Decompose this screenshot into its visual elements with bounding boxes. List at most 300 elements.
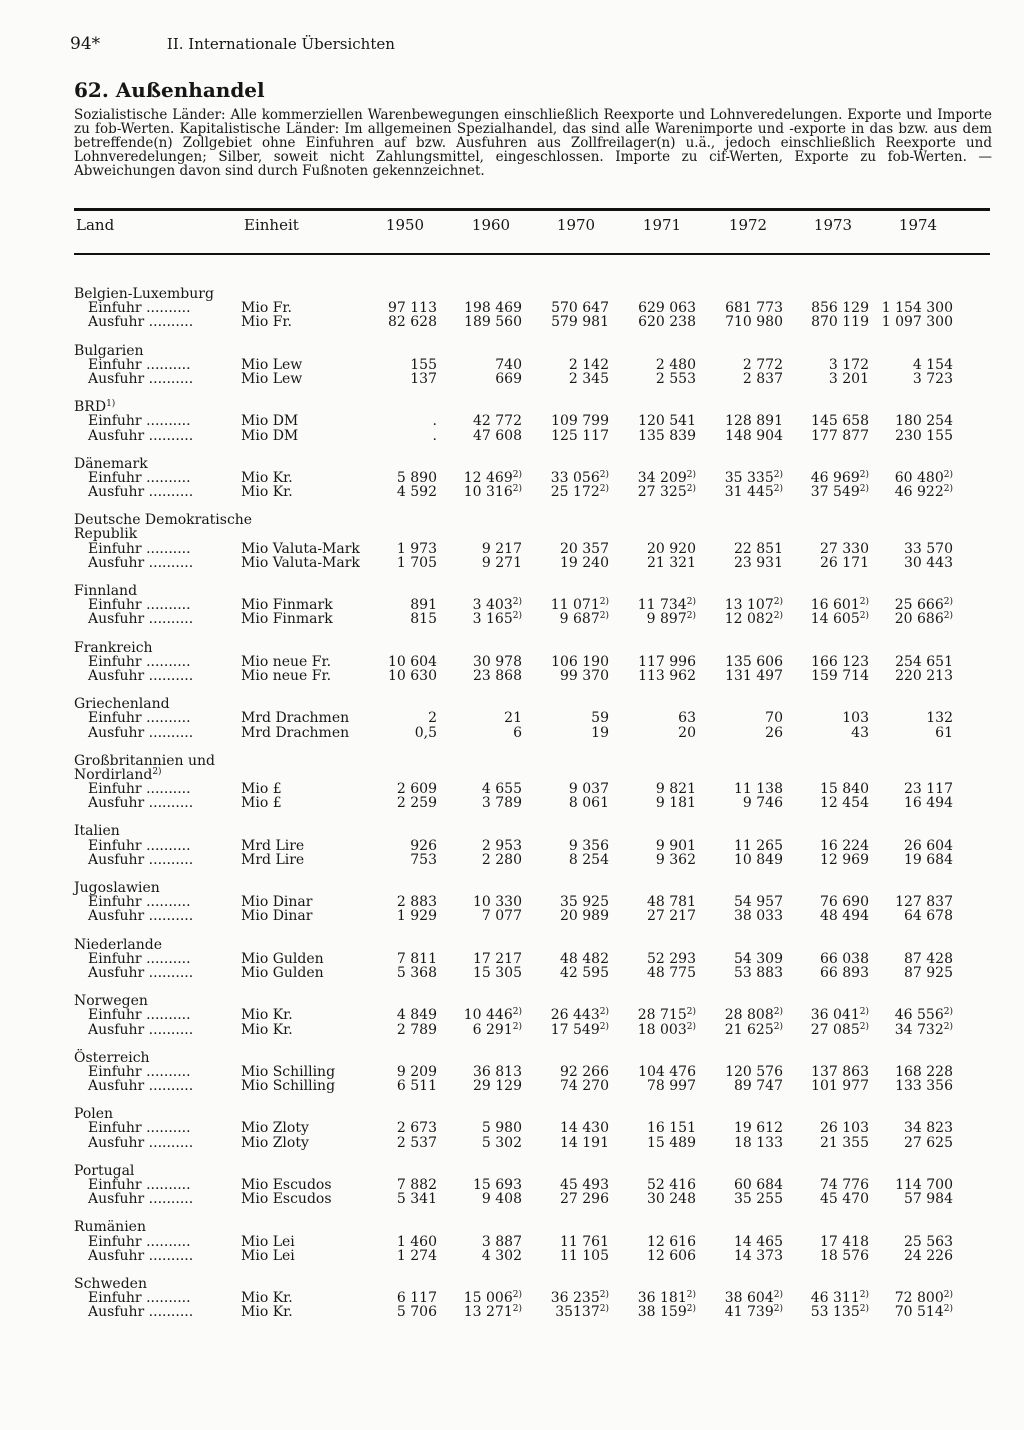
cell-value: 30 248 — [647, 1191, 696, 1208]
cell-value: 133 356 — [895, 1078, 953, 1095]
cell-value: 21 625$^{2)}$ — [724, 1021, 783, 1038]
group-spacer — [0, 1093, 1024, 1107]
cell-value: 230 155 — [895, 427, 953, 444]
row-unit: Mio Kr. — [241, 484, 293, 501]
cell-value: 2 609 — [396, 781, 437, 798]
row-label: Einfuhr .......... — [88, 356, 191, 373]
cell-value: 3 789 — [481, 795, 522, 812]
cell-value: 2 — [428, 710, 437, 727]
group-spacer — [0, 867, 1024, 881]
cell-value: 99 370 — [560, 667, 609, 684]
cell-value: 128 891 — [725, 413, 783, 430]
row-unit: Mio Valuta-Mark — [241, 554, 360, 571]
cell-value: 7 882 — [396, 1177, 437, 1193]
country-group — [0, 513, 1024, 570]
cell-value: 1 154 300 — [881, 300, 953, 317]
cell-value: . — [432, 427, 437, 444]
cell-value: 36 041$^{2)}$ — [810, 1007, 869, 1024]
cell-value: 189 560 — [464, 314, 522, 331]
country-group — [0, 584, 1024, 627]
cell-value: 87 428 — [904, 950, 953, 967]
row-label: Ausfuhr .......... — [88, 427, 194, 444]
cell-value: 15 006$^{2)}$ — [463, 1290, 522, 1307]
cell-value: 18 133 — [734, 1134, 783, 1151]
group-spacer — [0, 1150, 1024, 1164]
section-title: II. Internationale Übersichten — [166, 35, 395, 53]
cell-value: 753 — [410, 851, 437, 868]
cell-value: 6 291$^{2)}$ — [472, 1021, 522, 1038]
cell-value: 12 469$^{2)}$ — [463, 469, 522, 486]
country-name: Niederlande — [74, 936, 163, 953]
country-name: Portugal — [74, 1162, 135, 1179]
row-unit: Mrd Lire — [241, 851, 305, 868]
cell-value: 7 077 — [481, 908, 522, 925]
group-spacer — [0, 924, 1024, 938]
cell-value: 10 849 — [734, 851, 783, 868]
row-unit: Mio Zloty — [241, 1134, 309, 1151]
row-label: Ausfuhr .......... — [88, 1021, 194, 1038]
cell-value: 2 837 — [742, 370, 783, 387]
cell-value: 31 445$^{2)}$ — [724, 484, 783, 501]
row-unit: Mio DM — [241, 427, 299, 444]
cell-value: 10 604 — [388, 653, 437, 670]
country-name: Bulgarien — [74, 342, 144, 359]
cell-value: 3 723 — [912, 370, 953, 387]
page-number: 94* — [70, 34, 101, 54]
cell-value: 6 — [513, 724, 522, 741]
cell-value: 104 476 — [638, 1063, 696, 1080]
cell-value: 36 235$^{2)}$ — [550, 1290, 609, 1307]
row-label: Ausfuhr .......... — [88, 724, 194, 741]
country-group — [0, 457, 1024, 500]
cell-value: 2 953 — [481, 837, 522, 854]
country-group — [0, 1051, 1024, 1094]
cell-value: 220 213 — [895, 667, 953, 684]
cell-value: 8 254 — [568, 851, 609, 868]
row-unit: Mio Lei — [241, 1247, 295, 1264]
country-name: Polen — [74, 1106, 114, 1123]
row-unit: Mio £ — [241, 781, 282, 798]
cell-value: 35137$^{2)}$ — [555, 1304, 609, 1321]
country-group — [0, 697, 1024, 740]
cell-value: 16 151 — [647, 1120, 696, 1137]
row-unit: Mrd Drachmen — [241, 724, 350, 741]
cell-value: 6 511 — [396, 1078, 437, 1095]
cell-value: 42 595 — [560, 964, 609, 981]
cell-value: 15 489 — [647, 1134, 696, 1151]
column-header-row — [0, 216, 1024, 242]
cell-value: 24 226 — [904, 1247, 953, 1264]
country-name: Dänemark — [74, 455, 148, 472]
column-header-unit: Einheit — [244, 216, 299, 234]
row-label: Einfuhr .......... — [88, 1063, 191, 1080]
row-label: Ausfuhr .......... — [88, 484, 194, 501]
cell-value: 38 159$^{2)}$ — [637, 1304, 696, 1321]
cell-value: 42 772 — [473, 413, 522, 430]
country-name: Großbritannien und — [74, 752, 216, 769]
cell-value: 17 549$^{2)}$ — [550, 1021, 609, 1038]
cell-value: 5 890 — [396, 469, 437, 486]
table-row — [0, 1249, 1024, 1263]
cell-value: 25 172$^{2)}$ — [550, 484, 609, 501]
country-group — [0, 400, 1024, 443]
cell-value: 27 217 — [647, 908, 696, 925]
cell-value: 148 904 — [725, 427, 783, 444]
cell-value: 48 781 — [647, 894, 696, 911]
table-row — [0, 895, 1024, 909]
table-row — [0, 952, 1024, 966]
cell-value: 159 714 — [811, 667, 869, 684]
cell-value: 12 606 — [647, 1247, 696, 1264]
cell-value: 19 612 — [734, 1120, 783, 1137]
table-row — [0, 839, 1024, 853]
cell-value: 54 309 — [734, 950, 783, 967]
cell-value: 2 553 — [655, 370, 696, 387]
row-label: Einfuhr .......... — [88, 837, 191, 854]
cell-value: 15 693 — [473, 1177, 522, 1193]
cell-value: 30 978 — [473, 653, 522, 670]
cell-value: 681 773 — [725, 300, 783, 317]
table-row — [0, 556, 1024, 570]
cell-value: 23 931 — [734, 554, 783, 571]
row-unit: Mio Lei — [241, 1233, 295, 1250]
cell-value: 11 761 — [560, 1233, 609, 1250]
table-row — [0, 853, 1024, 867]
column-header-year: 1973 — [813, 216, 853, 234]
table-row — [0, 1079, 1024, 1093]
row-unit: Mio Schilling — [241, 1063, 336, 1080]
cell-value: 106 190 — [551, 653, 609, 670]
row-unit: Mio DM — [241, 413, 299, 430]
group-spacer — [0, 1263, 1024, 1277]
top-rule — [74, 208, 990, 211]
cell-value: 33 056$^{2)}$ — [550, 469, 609, 486]
cell-value: 9 217 — [481, 540, 522, 557]
country-group — [0, 881, 1024, 924]
cell-value: 60 684 — [734, 1177, 783, 1193]
cell-value: 9 408 — [481, 1191, 522, 1208]
cell-value: 10 316$^{2)}$ — [463, 484, 522, 501]
table-row — [0, 796, 1024, 810]
cell-value: 2 772 — [742, 356, 783, 373]
cell-value: 135 606 — [725, 653, 783, 670]
table-row — [0, 1008, 1024, 1022]
group-spacer — [0, 627, 1024, 641]
cell-value: 1 973 — [396, 540, 437, 557]
column-header-year: 1972 — [728, 216, 768, 234]
cell-value: 46 556$^{2)}$ — [894, 1007, 953, 1024]
cell-value: 48 482 — [560, 950, 609, 967]
row-label: Ausfuhr .......... — [88, 908, 194, 925]
cell-value: 180 254 — [895, 413, 953, 430]
cell-value: 2 345 — [568, 370, 609, 387]
row-unit: Mio neue Fr. — [241, 653, 332, 670]
cell-value: 36 813 — [473, 1063, 522, 1080]
cell-value: 132 — [926, 710, 953, 727]
column-header-year: 1950 — [385, 216, 425, 234]
cell-value: 92 266 — [560, 1063, 609, 1080]
cell-value: 168 228 — [895, 1063, 953, 1080]
table-row — [0, 372, 1024, 386]
cell-value: 2 673 — [396, 1120, 437, 1137]
cell-value: 2 480 — [655, 356, 696, 373]
cell-value: 9 271 — [481, 554, 522, 571]
row-label: Ausfuhr .......... — [88, 851, 194, 868]
cell-value: 17 217 — [473, 950, 522, 967]
cell-value: 27 625 — [904, 1134, 953, 1151]
cell-value: 3 172 — [828, 356, 869, 373]
cell-value: 13 271$^{2)}$ — [463, 1304, 522, 1321]
column-header-year: 1970 — [556, 216, 596, 234]
cell-value: 37 549$^{2)}$ — [810, 484, 869, 501]
column-header-year: 1960 — [471, 216, 511, 234]
table-row — [0, 909, 1024, 923]
table-row — [0, 542, 1024, 556]
cell-value: 14 430 — [560, 1120, 609, 1137]
country-name: Italien — [74, 823, 120, 840]
country-name: Jugoslawien — [74, 880, 160, 896]
column-header-year: 1971 — [642, 216, 682, 234]
cell-value: 23 868 — [473, 667, 522, 684]
cell-value: 36 181$^{2)}$ — [637, 1290, 696, 1307]
table-row — [0, 1305, 1024, 1319]
cell-value: 12 969 — [820, 851, 869, 868]
cell-value: 43 — [851, 724, 869, 741]
table-row — [0, 1065, 1024, 1079]
country-name: BRD$^{1)}$ — [74, 399, 116, 416]
cell-value: 113 962 — [638, 667, 696, 684]
country-group — [0, 1220, 1024, 1263]
table-row — [0, 1121, 1024, 1135]
row-unit: Mio Finmark — [241, 611, 333, 628]
cell-value: 34 732$^{2)}$ — [894, 1021, 953, 1038]
table-row — [0, 471, 1024, 485]
cell-value: 38 033 — [734, 908, 783, 925]
cell-value: 1 460 — [396, 1233, 437, 1250]
table-row — [0, 711, 1024, 725]
cell-value: 20 686$^{2)}$ — [894, 611, 953, 628]
cell-value: 72 800$^{2)}$ — [894, 1290, 953, 1307]
cell-value: 815 — [410, 611, 437, 628]
table-row — [0, 966, 1024, 980]
cell-value: 97 113 — [388, 300, 437, 317]
cell-value: 10 446$^{2)}$ — [463, 1007, 522, 1024]
cell-value: 125 117 — [551, 427, 609, 444]
cell-value: 21 — [504, 710, 522, 727]
cell-value: 103 — [842, 710, 869, 727]
cell-value: 70 — [765, 710, 783, 727]
row-label: Einfuhr .......... — [88, 710, 191, 727]
row-label: Ausfuhr .......... — [88, 795, 194, 812]
row-label: Ausfuhr .......... — [88, 1247, 194, 1264]
cell-value: 16 224 — [820, 837, 869, 854]
table-row — [0, 315, 1024, 329]
cell-value: 11 734$^{2)}$ — [637, 597, 696, 614]
cell-value: 76 690 — [820, 894, 869, 911]
table-row — [0, 1023, 1024, 1037]
cell-value: 20 — [678, 724, 696, 741]
cell-value: 54 957 — [734, 894, 783, 911]
cell-value: 1 274 — [396, 1247, 437, 1264]
row-unit: Mio Gulden — [241, 950, 324, 967]
group-spacer — [0, 683, 1024, 697]
cell-value: 2 789 — [396, 1021, 437, 1038]
running-header — [70, 34, 395, 54]
cell-value: 137 863 — [811, 1063, 869, 1080]
cell-value: 61 — [935, 724, 953, 741]
cell-value: 26 604 — [904, 837, 953, 854]
cell-value: 15 305 — [473, 964, 522, 981]
column-header-year: 1974 — [898, 216, 938, 234]
cell-value: 740 — [495, 356, 522, 373]
cell-value: 82 628 — [388, 314, 437, 331]
cell-value: 53 135$^{2)}$ — [810, 1304, 869, 1321]
cell-value: 20 357 — [560, 540, 609, 557]
cell-value: 9 901 — [655, 837, 696, 854]
trade-table-body — [0, 287, 1024, 1320]
cell-value: 41 739$^{2)}$ — [724, 1304, 783, 1321]
cell-value: 3 887 — [481, 1233, 522, 1250]
table-row — [0, 669, 1024, 683]
cell-value: 66 038 — [820, 950, 869, 967]
cell-value: 137 — [410, 370, 437, 387]
cell-value: 1 097 300 — [881, 314, 953, 331]
country-group — [0, 938, 1024, 981]
cell-value: 12 454 — [820, 795, 869, 812]
cell-value: 48 494 — [820, 908, 869, 925]
country-group — [0, 1107, 1024, 1150]
row-label: Einfuhr .......... — [88, 300, 191, 317]
cell-value: 109 799 — [551, 413, 609, 430]
cell-value: 19 240 — [560, 554, 609, 571]
cell-value: 155 — [410, 356, 437, 373]
row-unit: Mio Kr. — [241, 1290, 293, 1307]
cell-value: 19 684 — [904, 851, 953, 868]
cell-value: 145 658 — [811, 413, 869, 430]
cell-value: 127 837 — [895, 894, 953, 911]
cell-value: 7 811 — [396, 950, 437, 967]
cell-value: 45 493 — [560, 1177, 609, 1193]
cell-value: 11 071$^{2)}$ — [550, 597, 609, 614]
row-label: Ausfuhr .......... — [88, 1078, 194, 1095]
cell-value: 60 480$^{2)}$ — [894, 469, 953, 486]
group-spacer — [0, 570, 1024, 584]
country-name: Norwegen — [74, 993, 148, 1010]
column-header-land: Land — [76, 216, 115, 234]
cell-value: 26 443$^{2)}$ — [550, 1007, 609, 1024]
cell-value: 74 776 — [820, 1177, 869, 1193]
cell-value: 35 335$^{2)}$ — [724, 469, 783, 486]
cell-value: 23 117 — [904, 781, 953, 798]
cell-value: 5 706 — [396, 1304, 437, 1321]
cell-value: 5 302 — [481, 1134, 522, 1151]
group-spacer — [0, 740, 1024, 754]
cell-value: 28 808$^{2)}$ — [724, 1007, 783, 1024]
cell-value: 26 171 — [820, 554, 869, 571]
cell-value: 25 666$^{2)}$ — [894, 597, 953, 614]
cell-value: 3 403$^{2)}$ — [472, 597, 522, 614]
table-row — [0, 612, 1024, 626]
cell-value: 52 293 — [647, 950, 696, 967]
cell-value: 14 465 — [734, 1233, 783, 1250]
cell-value: 26 — [765, 724, 783, 741]
country-group — [0, 641, 1024, 684]
cell-value: 78 997 — [647, 1078, 696, 1095]
intro-paragraph: Sozialistische Länder: Alle kommerziellen Warenbewegungen einschließlich Reexporte und Lohnveredelungen. Exporte und Importe zu fob-Werten. Kapitalistische Länder: Im allgemeinen Spezialhandel, das sind alle Warenimporte und -exporte in das bzw. aus dem betreffende(n) Zollgebiet ohne Einfuhren auf bzw. Ausfuhren aus Zollfreilager(n) u.ä., jedoch einschließlich Reexporte und Lohnveredelungen; Silber, soweit nicht Zahlungsmittel, eingeschlossen. Importe zu cif-Werten, Exporte zu fob-Werten. — Abweichungen davon sind durch Fußnoten gekennzeichnet. — [74, 107, 992, 179]
cell-value: 117 996 — [638, 653, 696, 670]
country-name: Frankreich — [74, 639, 153, 656]
row-label: Ausfuhr .......... — [88, 1191, 194, 1208]
cell-value: 48 775 — [647, 964, 696, 981]
country-group — [0, 994, 1024, 1037]
cell-value: 2 142 — [568, 356, 609, 373]
cell-value: 1 705 — [396, 554, 437, 571]
row-label: Einfuhr .......... — [88, 1177, 191, 1193]
cell-value: 8 061 — [568, 795, 609, 812]
cell-value: 135 839 — [638, 427, 696, 444]
cell-value: 47 608 — [473, 427, 522, 444]
cell-value: 25 563 — [904, 1233, 953, 1250]
row-label: Ausfuhr .......... — [88, 964, 194, 981]
group-spacer — [0, 386, 1024, 400]
cell-value: 22 851 — [734, 540, 783, 557]
cell-value: 3 201 — [828, 370, 869, 387]
row-unit: Mio Fr. — [241, 300, 293, 317]
row-unit: Mio £ — [241, 795, 282, 812]
cell-value: 120 576 — [725, 1063, 783, 1080]
cell-value: 33 570 — [904, 540, 953, 557]
cell-value: 9 356 — [568, 837, 609, 854]
cell-value: 46 969$^{2)}$ — [810, 469, 869, 486]
country-name: Nordirland$^{2)}$ — [74, 766, 162, 783]
table-row — [0, 655, 1024, 669]
group-spacer — [0, 499, 1024, 513]
cell-value: 4 154 — [912, 356, 953, 373]
table-row — [0, 414, 1024, 428]
cell-value: 5 368 — [396, 964, 437, 981]
table-title: 62. Außenhandel — [74, 78, 265, 102]
cell-value: 57 984 — [904, 1191, 953, 1208]
country-group — [0, 1164, 1024, 1207]
table-row — [0, 1136, 1024, 1150]
cell-value: 20 920 — [647, 540, 696, 557]
cell-value: 28 715$^{2)}$ — [637, 1007, 696, 1024]
country-name: Republik — [74, 526, 138, 543]
cell-value: 131 497 — [725, 667, 783, 684]
country-name: Griechenland — [74, 696, 170, 713]
row-label: Ausfuhr .......... — [88, 1134, 194, 1151]
cell-value: 66 893 — [820, 964, 869, 981]
cell-value: 27 296 — [560, 1191, 609, 1208]
table-row — [0, 485, 1024, 499]
cell-value: 926 — [410, 837, 437, 854]
row-unit: Mrd Lire — [241, 837, 305, 854]
cell-value: 14 191 — [560, 1134, 609, 1151]
cell-value: 2 537 — [396, 1134, 437, 1151]
row-unit: Mio Zloty — [241, 1120, 309, 1137]
cell-value: 870 119 — [811, 314, 869, 331]
cell-value: 18 576 — [820, 1247, 869, 1264]
row-label: Einfuhr .......... — [88, 1007, 191, 1024]
cell-value: 629 063 — [638, 300, 696, 317]
row-unit: Mio Dinar — [241, 908, 313, 925]
cell-value: 0,5 — [414, 724, 437, 741]
country-name: Deutsche Demokratische — [74, 512, 253, 529]
cell-value: 5 341 — [396, 1191, 437, 1208]
row-label: Einfuhr .......... — [88, 894, 191, 911]
cell-value: 45 470 — [820, 1191, 869, 1208]
group-spacer — [0, 980, 1024, 994]
